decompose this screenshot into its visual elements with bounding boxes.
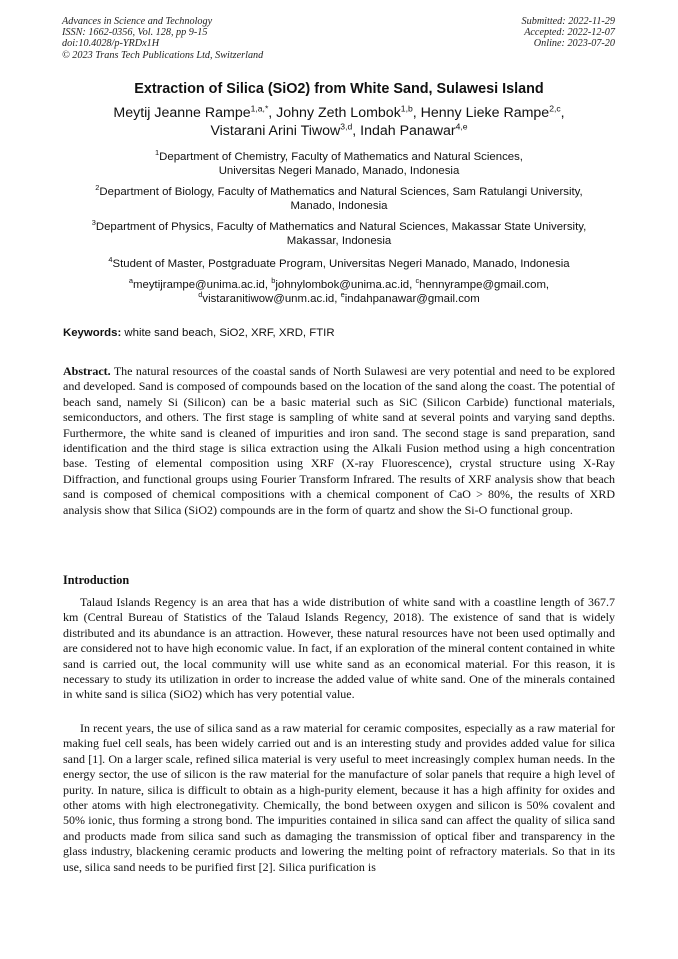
author-sep: , xyxy=(560,105,565,121)
email-list xyxy=(40,278,638,307)
email-sup: d xyxy=(198,290,203,300)
email-address[interactable]: vistaranitiwow@unm.ac.id, xyxy=(202,293,341,306)
affiliation-line: Department of Physics, Faculty of Mathematics and Natural Sciences, Makassar State University, xyxy=(95,221,587,233)
affiliation xyxy=(40,185,638,214)
author-list xyxy=(40,104,638,140)
affiliation-line: Universitas Negeri Manado, Manado, Indonesia xyxy=(218,165,460,178)
affiliation-sup: 4 xyxy=(108,255,113,265)
author-sup: 1,b xyxy=(400,103,413,114)
journal-header-right xyxy=(522,16,615,50)
journal-header-left xyxy=(62,16,263,61)
email-sup: c xyxy=(415,276,420,286)
keywords-label: Keywords: xyxy=(63,327,122,339)
author-name: , Henny Lieke Rampe xyxy=(412,105,550,121)
author-sup: 3,d xyxy=(340,121,353,132)
introduction-paragraph-1: Talaud Islands Regency is an area that has a wide distribution of white sand with a coastline length of 367.7 km (Central Bureau of Statistics of the Talaud Islands Regency, 2018). The existence of sand that is widely distributed and its abundance is an attraction. However, these natural resources have not been used optimally and are considered not to have high economic value. In fact, if an exploration of the mineral content contained in white sand is carried out, the local community will use white sand as an economical material. For this reason, it is necessary to study its utilization in order to increase the added value of white sand. One of the minerals contained in white sand is silica (SiO2) which has very potential value. xyxy=(63,595,615,702)
online-date: Online: 2023-07-20 xyxy=(533,38,615,50)
affiliation-line: Makassar, Indonesia xyxy=(286,235,392,248)
introduction-paragraph-2: In recent years, the use of silica sand as a raw material for ceramic composites, especially as a raw material for making fuel cell seals, has been widely carried out and is an interesting study and provides added value for silica sand [1]. On a larger scale, refined silica material is very useful to meet increasingly complex human needs. In the energy sector, the use of silicon is the raw material for the manufacture of solar panels that require a high level of purity. In nature, silica is difficult to obtain as a high-purity element, because it has a high affinity for oxides and other atoms with high electronegativity. Chemically, the bond between oxygen and silicon is 50% covalent and 50% ionic, thus forming a strong bond. The impurities contained in silica sand can affect the quality of silica sand and products made from silica sand such as damaging the transmission of optical fiber and transparency in the glass industry, blackening ceramic products and lowering the melting point of refractory materials. So that in its use, silica sand needs to be purified first [2]. Silica purification is xyxy=(63,721,615,874)
keywords-text: white sand beach, SiO2, XRF, XRD, FTIR xyxy=(121,327,335,339)
journal-name: Advances in Science and Technology xyxy=(62,16,213,27)
author-sup: 4,e xyxy=(455,121,468,132)
affiliation xyxy=(40,150,638,179)
abstract xyxy=(63,364,615,518)
email-address[interactable]: meytijrampe@unima.ac.id, xyxy=(133,279,272,291)
paper-title: Extraction of Silica (SiO2) from White Sand, Sulawesi Island xyxy=(134,81,544,97)
abstract-text: The natural resources of the coastal sands of North Sulawesi are very potential and need to be explored and developed. Sand is composed of compounds based on the location of the sand along the coast. The potential of beach sand, namely Si (Silicon) can be a basic material such as SiC (Silicon Carbide) functional materials, semiconductors, and others. The first stage is sampling of white sand at several points and varying sand depths. Furthermore, the white sand is cleaned of impurities and iron sand. The second stage is sand preparation, sand identification and the third stage is silica extraction using the Alkali Fusion method using a high concentration base. Testing of elemental composition using XRF (X-ray Fluorescence), crystal structure using X-Ray Diffraction, and functional groups using Fourier Transform Infrared. The results of XRF analysis show that beach sand is composed of chemical compositions with a chemical component of CaO > 80%, the results of XRD analysis show that Silica (SiO2) compounds are in the form of quartz and show the Si-O functional group. xyxy=(63,364,615,517)
affiliation xyxy=(40,220,638,249)
author-name: , Johny Zeth Lombok xyxy=(268,105,401,121)
submitted-date: Submitted: 2022-11-29 xyxy=(521,16,615,27)
author-name: Meytij Jeanne Rampe xyxy=(113,105,251,121)
abstract-label: Abstract. xyxy=(63,364,111,378)
affiliation-line: Department of Biology, Faculty of Mathematics and Natural Sciences, Sam Ratulangi University, xyxy=(99,186,583,198)
author-sup: 1,a,* xyxy=(250,103,269,114)
author-sup: 2,c xyxy=(549,103,561,114)
section-heading-introduction: Introduction xyxy=(63,573,130,587)
issn: ISSN: 1662-0356, Vol. 128, pp 9-15 xyxy=(62,27,208,39)
affiliation-sup: 3 xyxy=(91,218,96,228)
affiliation-sup: 2 xyxy=(95,183,100,193)
author-name: Vistarani Arini Tiwow xyxy=(210,123,341,139)
email-address[interactable]: indahpanawar@gmail.com xyxy=(344,293,480,306)
email-sup: e xyxy=(340,290,345,300)
affiliation-line: Student of Master, Postgraduate Program, Universitas Negeri Manado, Manado, Indonesia xyxy=(112,258,570,270)
keywords xyxy=(63,327,335,339)
affiliation-line: Manado, Indonesia xyxy=(290,200,388,213)
email-address[interactable]: hennyrampe@gmail.com, xyxy=(419,279,550,291)
author-name: , Indah Panawar xyxy=(352,123,456,139)
email-address[interactable]: johnylombok@unima.ac.id, xyxy=(275,279,416,291)
email-sup: a xyxy=(128,276,134,286)
affiliation-sup: 1 xyxy=(155,148,160,158)
copyright: © 2023 Trans Tech Publications Ltd, Switzerland xyxy=(62,49,264,61)
doi: doi:10.4028/p-YRDx1H xyxy=(62,38,160,50)
accepted-date: Accepted: 2022-12-07 xyxy=(524,27,615,39)
affiliation-line: Department of Chemistry, Faculty of Mathematics and Natural Sciences, xyxy=(159,151,523,163)
affiliation xyxy=(40,257,638,271)
email-sup: b xyxy=(271,276,276,286)
